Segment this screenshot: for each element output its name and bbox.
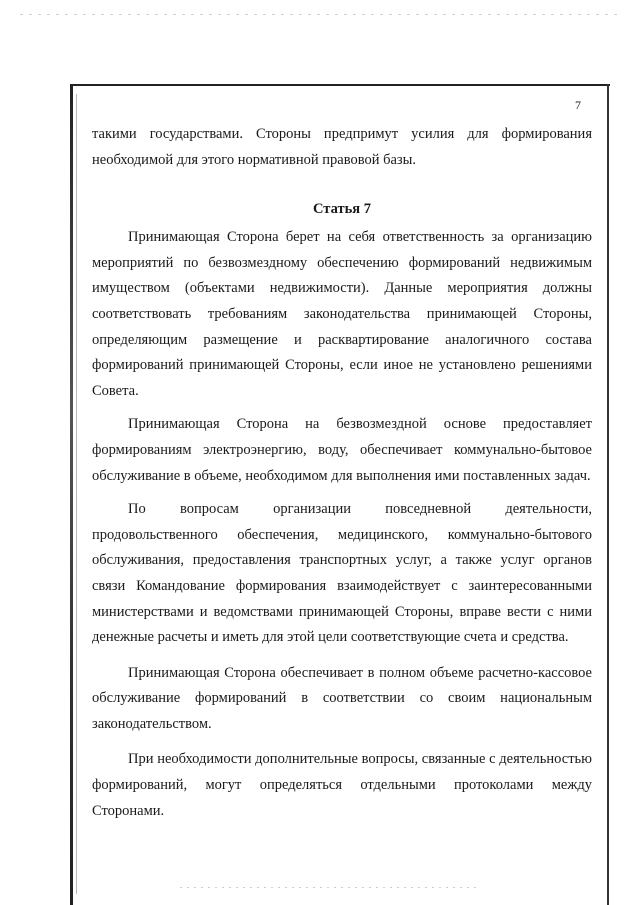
scan-artifact-top [20, 14, 620, 15]
page-top-edge [70, 84, 610, 86]
page-left-shadow [76, 94, 77, 894]
article-paragraph: Принимающая Сторона обеспечивает в полном объеме расчетно-кассовое обслуживание формирований в соответствии со своим национальным законодательством. [92, 664, 592, 732]
page-number: 7 [575, 98, 581, 112]
article-paragraph: Принимающая Сторона берет на себя ответственность за организацию мероприятий по безвозмездному обеспечению формирований недвижимым имуществом (объектами недвижимости). Данные мероприятия должны соответствовать требованиям законодательства принимающей Стороны, определяющим размещение и расквартирование аналогичного состава формирований принимающей Стороны, если иное не установлено решениями Совета. [92, 229, 592, 399]
page-left-edge [70, 84, 73, 905]
scan-artifact-bottom [180, 887, 480, 888]
page-right-edge [607, 84, 609, 905]
article-paragraph: Принимающая Сторона на безвозмездной основе предоставляет формированиям электроэнергию, воду, обеспечивает коммунально-бытовое обслуживание в объеме, необходимом для выполнения ими поставленных задач. [92, 416, 592, 484]
article-heading: Статья 7 [313, 201, 371, 218]
document-page [70, 84, 610, 905]
article-paragraph: По вопросам организации повседневной деятельности, продовольственного обеспечения, медицинского, коммунально-бытового обслуживания, предоставления транспортных услуг, а также услуг органов связи Командование формирования взаимодействует с заинтересованными министерствами и ведомствами принимающей Стороны, вправе вести с ними денежные расчеты и иметь для этой цели соответствующие счета и средства. [92, 501, 592, 646]
continuation-paragraph: такими государствами. Стороны предпримут усилия для формирования необходимой для этого нормативной правовой базы. [92, 126, 592, 168]
page-body [92, 122, 592, 824]
article-paragraph: При необходимости дополнительные вопросы, связанные с деятельностью формирований, могут определяться отдельными протоколами между Сторонами. [92, 751, 592, 819]
